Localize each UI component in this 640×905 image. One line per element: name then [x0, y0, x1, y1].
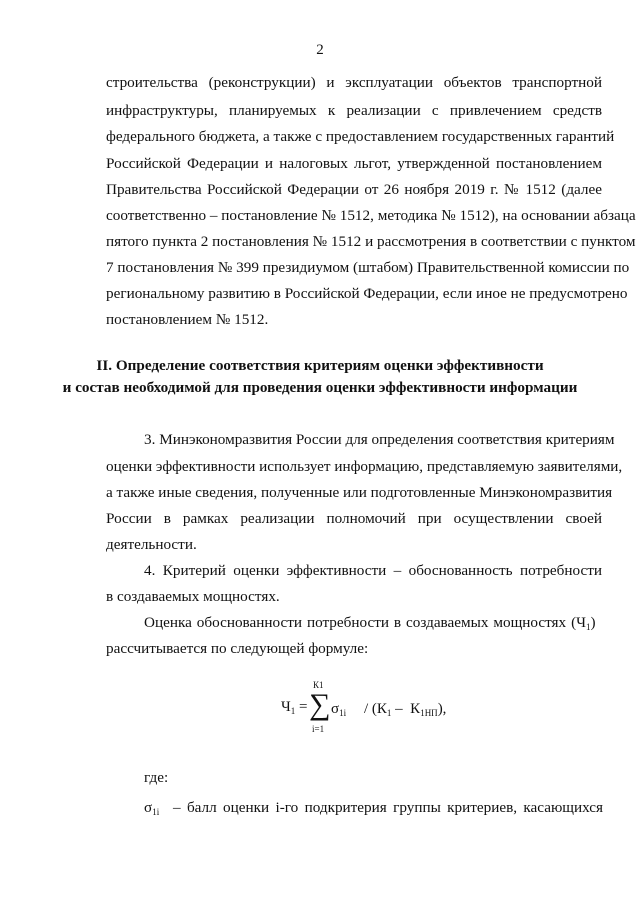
text-line: а также иные сведения, полученные или подготовленные Минэкономразвития [106, 484, 613, 501]
text-line: 3. Минэкономразвития России для определения соответствия критериям [144, 431, 615, 448]
where-label: где: [144, 769, 169, 786]
text-line: Оценка обоснованности потребности в создаваемых мощностях (Ч [144, 614, 586, 631]
text-line: инфраструктуры, планируемых к реализации с привлечением средств [106, 102, 602, 119]
text-line: соответственно – постановление № 1512, методика № 1512), на основании абзаца [106, 207, 636, 224]
closing-paren: ) [590, 614, 596, 631]
text-line: – балл оценки i-го подкритерия группы критериев, касающихся [173, 799, 603, 816]
heading-line: и состав необходимой для проведения оценки эффективности информации [62, 379, 578, 396]
subscript: 1 [586, 622, 591, 632]
formula-lhs: $Ч_1$ [281, 699, 296, 716]
text-line: постановлением № 1512. [106, 311, 269, 328]
text-line: Правительства Российской Федерации от 26 ноября 2019 г. № 1512 (далее [106, 181, 602, 198]
text-line: России в рамках реализации полномочий при осуществлении своей [106, 510, 602, 527]
text-line: пятого пункта 2 постановления № 1512 и рассмотрения в соответствии с пунктом [106, 233, 636, 250]
text-line: федерального бюджета, а также с предоставлением государственных гарантий [106, 128, 615, 145]
sum-lower-limit: i=1 [312, 724, 325, 734]
summation-icon: ∑ [309, 688, 331, 721]
page-number: 2 [316, 42, 324, 58]
formula-denominator: / $(К_1 - К_{1НП})$, [364, 701, 447, 718]
text-line: строительства (реконструкции) и эксплуатации объектов транспортной [106, 74, 602, 91]
text-line: оценки эффективности использует информацию, представляемую заявителями, [106, 458, 623, 475]
text-line: в создаваемых мощностях. [106, 588, 280, 605]
text-line: Российской Федерации и налоговых льгот, утвержденной постановлением [106, 155, 602, 172]
text-line-end [586, 613, 606, 637]
text-line: 4. Критерий оценки эффективности – обоснованность потребности [144, 562, 602, 579]
heading-line: II. Определение соответствия критериям оценки эффективности [96, 357, 544, 374]
last-symbol: $\sigma_{1i}$ [144, 799, 160, 817]
formula-term: $\sigma_{1i}$ [331, 701, 347, 718]
text-line: деятельности. [106, 536, 197, 553]
text-line: 7 постановления № 399 президиумом (штабом) Правительственной комиссии по [106, 259, 630, 276]
text-line: региональному развитию в Российской Федерации, если иное не предусмотрено [106, 285, 628, 302]
formula-equals: = [299, 699, 308, 715]
text-line: рассчитывается по следующей формуле: [106, 640, 369, 657]
sum-upper-limit: К1 [313, 680, 324, 690]
